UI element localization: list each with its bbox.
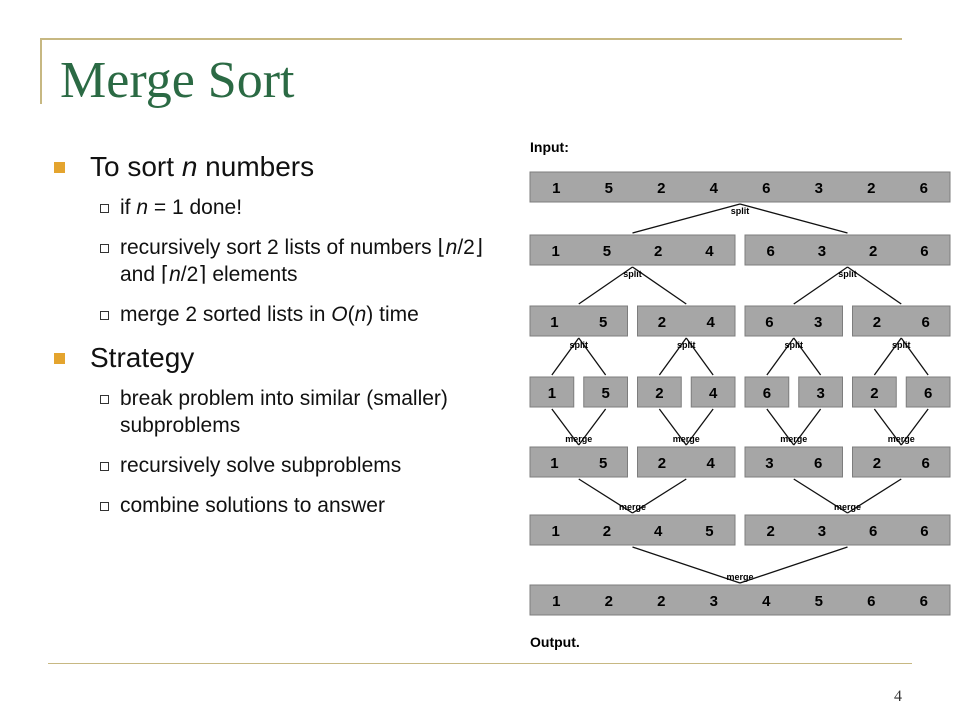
array-value: 2 [867,180,876,197]
page-number: 4 [894,688,902,705]
sub-bullet-text: if [120,196,137,219]
floor-open-symbol: ⌊ [437,236,446,259]
array-box [530,585,950,615]
array-value: 2 [766,523,775,540]
sub-bullet-text: = 1 done! [148,196,243,219]
array-value: 1 [552,593,561,610]
array-value: 1 [550,455,559,472]
sub-bullet-text: merge 2 sorted lists in [120,303,332,326]
sub-bullet-solve-subproblems [50,452,520,479]
array-value: 2 [602,523,612,540]
sub-bullet-text: break problem into similar (smaller) subproblems [120,387,448,437]
array-box [638,447,736,477]
bullet-strategy [50,341,520,375]
array-value: 1 [551,243,560,260]
merge-connector-line [740,547,848,583]
split-label: split [784,340,804,350]
merge-label: merge [565,434,593,444]
sub-bullet-recursively-sort [50,234,520,288]
floor-close-symbol: /2⌋ [457,236,484,259]
array-box [745,306,843,336]
array-value: 3 [709,593,718,610]
big-o-symbol: O [331,303,348,326]
sub-bullet-text: combine solutions to answer [120,494,385,517]
array-value: 4 [706,314,715,331]
split-label: split [730,206,750,216]
sub-bullet-text: recursively solve subproblems [120,454,402,477]
array-value: 5 [602,243,612,260]
ceil-open-symbol: ⌈ [160,263,170,286]
split-label: split [676,340,696,350]
array-value: 2 [872,455,882,472]
input-label: Input: [530,139,569,155]
sub-bullet-var: n [169,263,181,286]
frame-top-rule [40,38,902,40]
ceil-close-symbol: /2⌉ [180,263,207,286]
array-value: 2 [657,180,666,197]
array-value: 2 [657,593,666,610]
split-label: split [891,340,911,350]
array-value: 6 [813,455,823,472]
array-value: 4 [706,455,715,472]
bullet-list [50,150,520,532]
array-value: 2 [655,385,664,402]
split-connector-line [633,204,741,233]
array-value: 1 [547,385,557,402]
array-value: 3 [817,243,827,260]
array-value: 5 [814,593,823,610]
array-value: 5 [601,385,610,402]
array-value: 2 [653,243,663,260]
merge-connector-line [633,547,741,583]
array-value: 3 [816,385,825,402]
bullet-square-icon [54,353,65,364]
array-value: 5 [598,455,608,472]
split-label: split [838,269,857,279]
sub-bullet-merge-lists [50,301,520,328]
frame-bottom-rule [48,663,912,664]
sub-bullet-text: time [373,303,419,326]
array-box [530,172,950,202]
array-value: 6 [919,180,928,197]
merge-label: merge [833,502,862,512]
merge-label: merge [726,572,754,582]
sub-bullet-box-icon [100,204,109,213]
array-value: 1 [551,523,560,540]
array-value: 6 [766,243,775,260]
array-box [530,447,628,477]
merge-sort-diagram-svg [520,130,960,660]
array-value: 4 [709,180,718,197]
sub-bullet-box-icon [100,502,109,511]
array-value: 6 [921,455,930,472]
bullet-to-sort [50,150,520,184]
sub-bullet-if-n-1 [50,194,520,221]
slide-title: Merge Sort [60,52,295,109]
array-value: 2 [868,243,878,260]
sub-bullet-text: recursively sort 2 lists of numbers [120,236,438,259]
sub-bullet-text: and [120,263,161,286]
array-value: 3 [814,180,823,197]
array-value: 6 [868,523,878,540]
paren-close: ) [366,303,374,326]
sub-bullet-break-problem [50,385,520,439]
sub-bullet-combine [50,492,520,519]
array-value: 3 [813,314,823,331]
array-value: 3 [765,455,774,472]
array-value: 6 [920,243,929,260]
array-value: 4 [762,593,771,610]
array-value: 3 [817,523,827,540]
array-value: 6 [921,314,930,331]
merge-sort-diagram [520,130,960,660]
array-value: 1 [550,314,559,331]
bullet-text: To sort [90,151,182,182]
sub-bullet-box-icon [100,311,109,320]
array-value: 5 [598,314,608,331]
array-box [853,306,951,336]
bullet-var: n [181,151,198,182]
array-box [745,447,843,477]
array-value: 4 [708,385,718,402]
merge-label: merge [672,434,700,444]
sub-bullet-var: n [354,303,367,326]
sub-bullet-text: elements [206,263,298,286]
split-connector-line [740,204,848,233]
sub-bullet-box-icon [100,395,109,404]
array-value: 2 [872,314,882,331]
sub-bullet-box-icon [100,244,109,253]
output-label: Output. [530,634,580,650]
array-value: 4 [653,523,663,540]
array-value: 2 [657,314,667,331]
array-value: 6 [762,385,772,402]
merge-label: merge [887,434,915,444]
paren-open: ( [347,303,355,326]
array-box [853,447,951,477]
array-value: 4 [705,243,714,260]
array-value: 5 [705,523,714,540]
array-value: 1 [552,180,561,197]
sub-bullet-var: n [445,236,458,259]
array-value: 6 [919,593,928,610]
array-value: 6 [762,180,771,197]
array-value: 6 [920,523,929,540]
merge-label: merge [780,434,808,444]
split-label: split [569,340,589,350]
bullet-text: numbers [197,151,315,182]
sub-bullet-box-icon [100,462,109,471]
bullet-text: Strategy [90,342,195,373]
merge-label: merge [618,502,647,512]
bullet-square-icon [54,162,65,173]
array-box [530,306,628,336]
array-value: 6 [765,314,774,331]
array-value: 2 [657,455,667,472]
array-value: 6 [923,385,933,402]
split-label: split [623,269,642,279]
array-value: 6 [867,593,876,610]
array-value: 2 [870,385,879,402]
array-box [638,306,736,336]
sub-bullet-var: n [136,196,149,219]
array-value: 2 [604,593,613,610]
array-value: 5 [604,180,613,197]
frame-left-rule [40,38,42,104]
